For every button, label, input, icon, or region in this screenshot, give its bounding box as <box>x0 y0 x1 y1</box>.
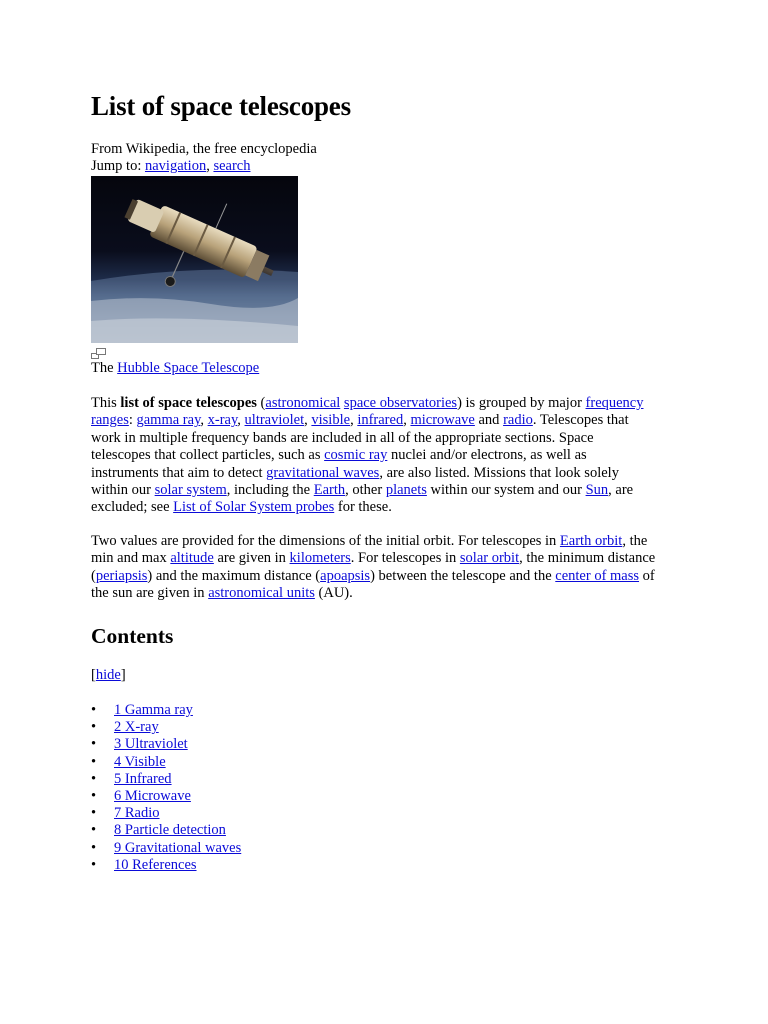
bullet-icon: • <box>91 719 97 736</box>
text: telescopes that collect particles, such as <box>91 447 325 464</box>
bullet-icon: • <box>91 770 97 787</box>
text: (AU). <box>314 585 353 602</box>
link-planets[interactable]: planets <box>385 482 427 499</box>
text: min and max <box>91 550 171 567</box>
jump-separator: , <box>206 158 214 174</box>
text: ) and the maximum distance ( <box>147 567 321 584</box>
link-earth-orbit[interactable]: Earth orbit <box>559 533 623 549</box>
link-apoapsis[interactable]: apoapsis <box>320 567 371 584</box>
text: , <box>200 412 208 429</box>
link-altitude[interactable]: altitude <box>170 550 214 567</box>
link-gamma-ray[interactable]: gamma ray <box>136 412 201 429</box>
link-solar-system-probes[interactable]: List of Solar System probes <box>173 499 335 516</box>
bullet-icon: • <box>91 839 97 856</box>
text: . Telescopes that <box>532 412 629 429</box>
toc-link-infrared[interactable]: 5 Infrared <box>114 770 172 787</box>
page-title: List of space telescopes <box>91 91 351 121</box>
jump-to <box>91 158 250 175</box>
text: , are <box>608 482 634 499</box>
contents-heading: Contents <box>91 624 174 648</box>
text: for these. <box>334 499 392 516</box>
toc-link-gamma-ray[interactable]: 1 Gamma ray <box>114 702 193 718</box>
link-microwave[interactable]: microwave <box>410 412 475 429</box>
text: are given in <box>213 550 290 567</box>
text: within our <box>91 482 155 499</box>
text: ) between the telescope and the <box>370 567 556 584</box>
caption-prefix: The <box>91 360 118 376</box>
orbit-paragraph <box>91 533 691 603</box>
toc-link-gravitational-waves[interactable]: 9 Gravitational waves <box>114 839 242 856</box>
text: ( <box>256 395 266 411</box>
text: . For telescopes in <box>350 550 460 567</box>
intro-line-3: work in multiple frequency bands are included in all of the appropriate sections. Space <box>91 429 594 446</box>
link-solar-orbit[interactable]: solar orbit <box>459 550 520 567</box>
text: , <box>304 412 312 429</box>
text: within our system and our <box>426 482 586 499</box>
bullet-icon: • <box>91 856 97 873</box>
bullet-icon: • <box>91 736 97 753</box>
text: of <box>639 567 655 584</box>
orbit-line-3 <box>91 568 691 585</box>
text: , <box>403 412 411 429</box>
toc-link-ultraviolet[interactable]: 3 Ultraviolet <box>114 736 188 753</box>
link-frequency[interactable]: frequency <box>585 395 644 411</box>
intro-line-1 <box>91 395 691 412</box>
hubble-link[interactable]: Hubble Space Telescope <box>117 360 260 376</box>
text: : <box>128 412 137 429</box>
jump-prefix: Jump to: <box>91 158 145 174</box>
intro-line-4 <box>91 447 691 464</box>
text: , the <box>622 533 648 549</box>
link-solar-system[interactable]: solar system <box>154 482 227 499</box>
bold-term: list of space telescopes <box>120 395 257 411</box>
link-periapsis[interactable]: periapsis <box>95 567 148 584</box>
link-astronomical[interactable]: astronomical <box>265 395 341 411</box>
text: ( <box>91 567 96 584</box>
intro-paragraph <box>91 395 691 517</box>
text: , <box>350 412 358 429</box>
toc-item <box>91 857 241 874</box>
text: , the minimum distance <box>519 550 656 567</box>
toc-toggle <box>91 667 126 684</box>
bracket-close: ] <box>120 667 126 683</box>
toc-item <box>91 822 241 839</box>
link-visible[interactable]: visible <box>311 412 351 429</box>
toc-item <box>91 805 241 822</box>
text: , are also listed. Missions that look solely <box>379 464 619 481</box>
text: ) is grouped by major <box>457 395 586 411</box>
intro-line-6 <box>91 482 691 499</box>
link-ultraviolet[interactable]: ultraviolet <box>244 412 305 429</box>
text: and <box>474 412 504 429</box>
image-caption <box>91 360 259 377</box>
intro-line-2 <box>91 412 691 429</box>
link-astronomical-units[interactable]: astronomical units <box>208 585 315 602</box>
toc-item <box>91 702 241 719</box>
text: instruments that aim to detect <box>91 464 267 481</box>
text: the sun are given in <box>91 585 209 602</box>
jump-search-link[interactable]: search <box>213 158 251 174</box>
hubble-photo <box>91 176 298 343</box>
magnify-clip-icon[interactable] <box>91 347 106 358</box>
toc-link-radio[interactable]: 7 Radio <box>114 805 160 822</box>
toc-link-references[interactable]: 10 References <box>114 856 197 873</box>
link-x-ray[interactable]: x-ray <box>207 412 238 429</box>
toc-item <box>91 788 241 805</box>
text: , other <box>345 482 386 499</box>
bullet-icon: • <box>91 805 97 822</box>
text: excluded; see <box>91 499 174 516</box>
jump-navigation-link[interactable]: navigation <box>144 158 207 174</box>
toc-item <box>91 754 241 771</box>
link-space-observatories[interactable]: space observatories <box>343 395 458 411</box>
link-earth[interactable]: Earth <box>313 482 346 499</box>
link-gravitational-waves[interactable]: gravitational waves <box>266 464 380 481</box>
intro-line-5 <box>91 465 691 482</box>
orbit-line-1 <box>91 533 691 550</box>
toc-item <box>91 719 241 736</box>
toc-item <box>91 840 241 857</box>
text: Two values are provided for the dimensions of the initial orbit. For telescopes in <box>91 533 560 549</box>
hubble-telescope-image[interactable] <box>91 176 298 343</box>
toc-link-particle-detection[interactable]: 8 Particle detection <box>114 822 226 839</box>
link-infrared[interactable]: infrared <box>357 412 404 429</box>
link-center-of-mass[interactable]: center of mass <box>555 567 640 584</box>
orbit-line-4 <box>91 585 691 602</box>
toc-link-x-ray[interactable]: 2 X-ray <box>114 719 159 736</box>
link-kilometers[interactable]: kilometers <box>289 550 351 567</box>
link-sun[interactable]: Sun <box>585 482 609 499</box>
bracket-open: [ <box>91 667 96 683</box>
text: This <box>91 395 121 411</box>
orbit-line-2 <box>91 550 691 567</box>
toc-item <box>91 771 241 788</box>
link-cosmic-ray[interactable]: cosmic ray <box>324 447 388 464</box>
intro-line-7 <box>91 499 691 516</box>
text: nuclei and/or electrons, as well as <box>387 447 587 464</box>
toc-item <box>91 736 241 753</box>
text: , <box>237 412 245 429</box>
text: , including the <box>226 482 314 499</box>
link-frequency-ranges[interactable]: ranges <box>91 412 129 429</box>
bullet-icon: • <box>91 822 97 839</box>
from-line: From Wikipedia, the free encyclopedia <box>91 141 317 157</box>
toc-link-microwave[interactable]: 6 Microwave <box>114 787 191 804</box>
enlarge-icon <box>91 348 106 359</box>
bullet-icon: • <box>91 702 97 718</box>
link-radio[interactable]: radio <box>503 412 533 429</box>
toc-hide-link[interactable]: hide <box>95 667 121 683</box>
bullet-icon: • <box>91 753 97 770</box>
toc-link-visible[interactable]: 4 Visible <box>114 753 166 770</box>
bullet-icon: • <box>91 787 97 804</box>
table-of-contents <box>91 702 241 874</box>
